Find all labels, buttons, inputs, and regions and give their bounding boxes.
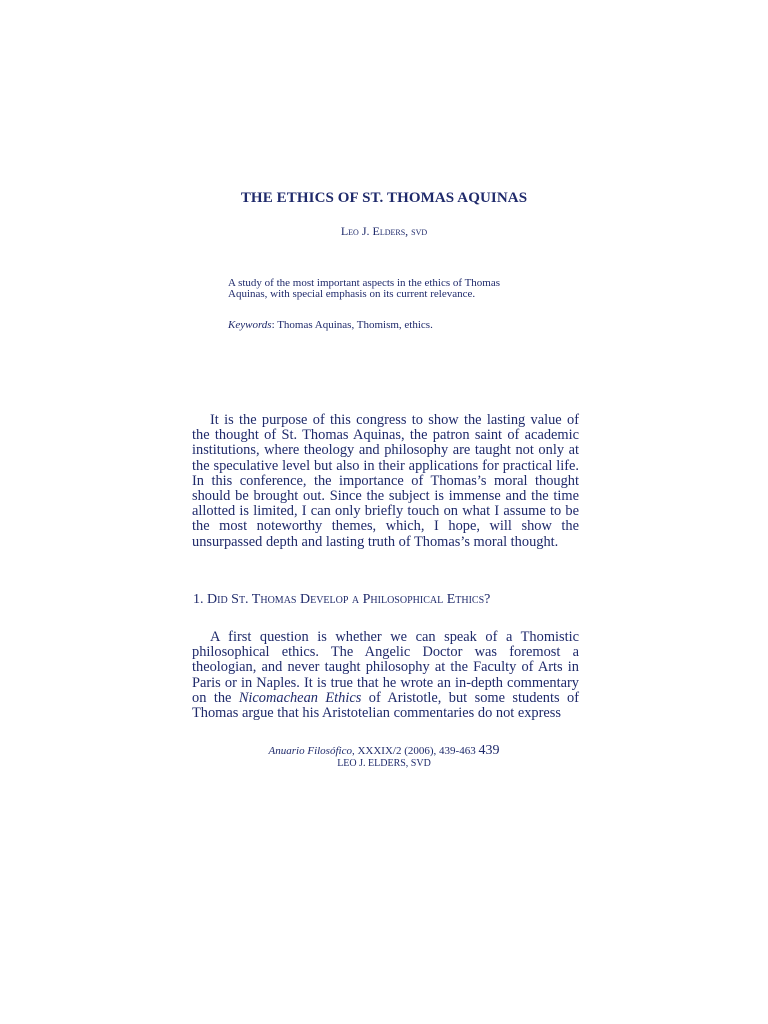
paragraph-2-text-after: of Aristotle, but some students of Thomas argue that his Aristotelian commentaries do not express	[192, 689, 579, 722]
page-footer	[0, 743, 768, 759]
paragraph-2-text-before: A first question is whether we can speak of a Thomistic philosophical ethics. The Angelic Doctor was foremost a theologian, and never taught philosophy at the Faculty of Arts in Paris or in Naples. It is true that he wrote an in-depth commentary on the	[192, 629, 579, 706]
article-abstract: A study of the most important aspects in the ethics of Thomas Aquinas, with special emphasis on its current relevance.	[228, 277, 501, 300]
paragraph-2-italic-title: Nicomachean Ethics	[238, 689, 362, 706]
footer-citation: , XXXIX/2 (2006), 439-463	[351, 745, 479, 757]
body-paragraph-2	[192, 630, 579, 721]
footer-journal: Anuario Filosófico	[268, 745, 352, 757]
keywords-text: : Thomas Aquinas, Thomism, ethics.	[271, 319, 433, 331]
section-heading-1: 1. Did St. Thomas Develop a Philosophical Ethics?	[193, 592, 491, 607]
article-author: Leo J. Elders, svd	[340, 224, 428, 238]
article-keywords	[228, 319, 528, 331]
body-paragraph-1: It is the purpose of this congress to show the lasting value of the thought of St. Thomas Aquinas, the patron saint of academic institutions, where theology and philosophy are taught not only at the speculative level but also in their applications for practical life. In this conference, the importance of Thomas’s moral thought should be brought out. Since the subject is immense and the time allotted is limited, I can only briefly touch on what I assume to be the most noteworthy themes, which, I hope, will show the unsurpassed depth and lasting truth of Thomas’s moral thought.	[192, 412, 579, 550]
footer-page-number: 439	[478, 743, 500, 758]
keywords-label: Keywords	[228, 319, 272, 331]
article-title: THE ETHICS OF ST. THOMAS AQUINAS	[240, 190, 528, 206]
footer-running-head: LEO J. ELDERS, SVD	[337, 758, 431, 769]
